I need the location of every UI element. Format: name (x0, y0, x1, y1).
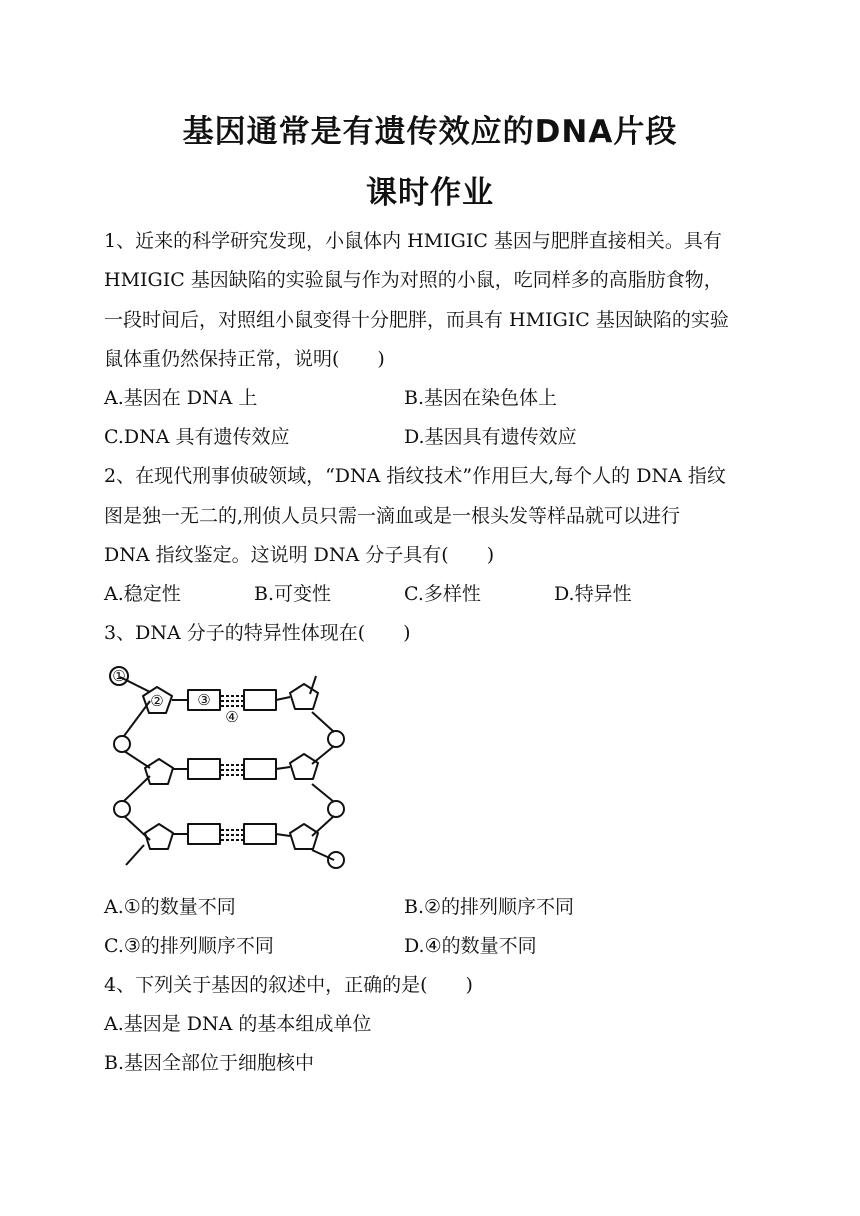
question-3-option-a: A.①的数量不同 (104, 896, 236, 918)
document-subtitle: 课时作业 (366, 175, 494, 211)
question-1-option-a: A.基因在 DNA 上 (104, 387, 258, 409)
question-4-option-a: A.基因是 DNA 的基本组成单位 (104, 1013, 372, 1035)
question-2-option-a: A.稳定性 (104, 583, 181, 605)
dna-structure-diagram (104, 660, 354, 875)
question-3-line-1: 3、DNA 分子的特异性体现在( ) (104, 622, 411, 644)
question-1-line-4: 鼠体重仍然保持正常，说明( ) (104, 348, 385, 370)
question-4-option-b: B.基因全部位于细胞核中 (104, 1052, 315, 1074)
question-4-line-1: 4、下列关于基因的叙述中，正确的是( ) (104, 974, 473, 996)
document-title: 基因通常是有遗传效应的DNA片段 (182, 114, 678, 150)
question-1-option-d: D.基因具有遗传效应 (404, 426, 577, 448)
question-3-option-b: B.②的排列顺序不同 (404, 896, 575, 918)
question-2-line-1: 2、在现代刑事侦破领域，“DNA 指纹技术”作用巨大,每个人的 DNA 指纹 (104, 465, 726, 487)
question-2-line-2: 图是独一无二的,刑侦人员只需一滴血或是一根头发等样品就可以进行 (104, 505, 681, 527)
question-3-option-d: D.④的数量不同 (404, 935, 537, 957)
question-1-line-1: 1、近来的科学研究发现，小鼠体内 HMIGIC 基因与肥胖直接相关。具有 (104, 230, 722, 252)
question-2-line-3: DNA 指纹鉴定。这说明 DNA 分子具有( ) (104, 544, 495, 566)
label-1: ① (112, 667, 126, 685)
question-2-option-c: C.多样性 (404, 583, 481, 605)
question-1-option-b: B.基因在染色体上 (404, 387, 558, 409)
label-2: ② (150, 692, 164, 710)
question-1-line-3: 一段时间后，对照组小鼠变得十分肥胖，而具有 HMIGIC 基因缺陷的实验 (104, 309, 729, 331)
label-3: ③ (197, 691, 211, 709)
question-1-line-2: HMIGIC 基因缺陷的实验鼠与作为对照的小鼠，吃同样多的高脂肪食物， (104, 269, 723, 291)
question-3-option-c: C.③的排列顺序不同 (104, 935, 274, 957)
question-1-option-c: C.DNA 具有遗传效应 (104, 426, 290, 448)
question-2-option-b: B.可变性 (254, 583, 332, 605)
label-4: ④ (225, 708, 239, 726)
question-2-option-d: D.特异性 (554, 583, 632, 605)
